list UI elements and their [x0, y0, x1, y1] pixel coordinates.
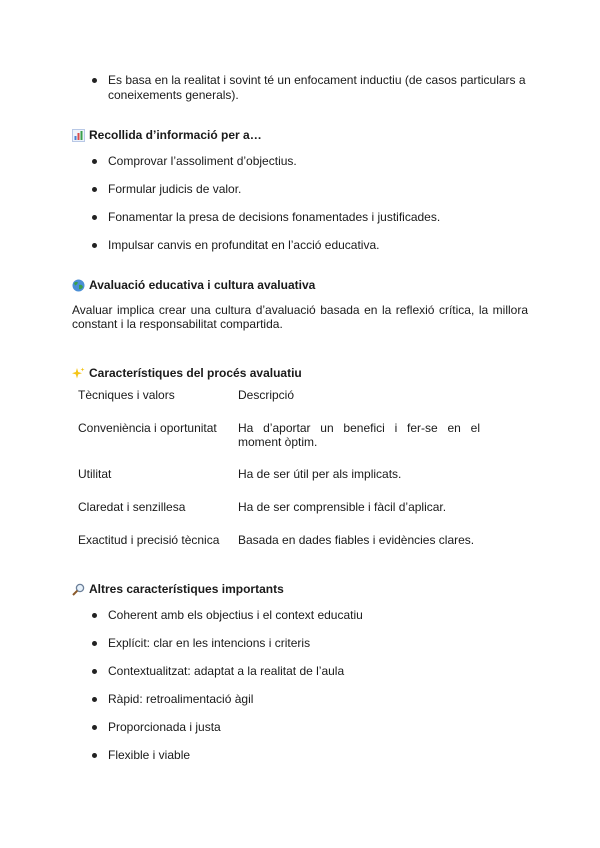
list-item: Contextualitzat: adaptat a la realitat de l’aula	[108, 664, 538, 679]
table-cell: Exactitud i precisió tècnica	[78, 533, 220, 547]
table-row	[72, 421, 486, 467]
table-row	[72, 467, 486, 500]
list-item: Ràpid: retroalimentació àgil	[108, 692, 538, 707]
table-header: Tècniques i valors	[78, 388, 175, 402]
table-header-row	[72, 388, 486, 421]
section-heading-altres	[72, 582, 284, 597]
table-header: Descripció	[238, 388, 295, 402]
section-heading-avaluacio	[72, 278, 315, 293]
table-cell: Ha de ser comprensible i fàcil d’aplicar.	[238, 500, 447, 514]
list-item: Es basa en la realitat i sovint té un enfocament inductiu (de casos particulars a coneixements generals).	[108, 73, 538, 103]
magnifier-icon	[72, 583, 85, 596]
list-item: Formular judicis de valor.	[108, 182, 538, 197]
characteristics-table	[72, 388, 486, 553]
bar-chart-icon	[72, 129, 85, 142]
table-cell: Claredat i senzillesa	[78, 500, 186, 514]
section-heading-caracteristiques	[72, 366, 302, 381]
section-heading-recollida	[72, 128, 262, 143]
table-cell: Ha d’aportar un benefici i fer-se en el moment òptim.	[238, 421, 480, 449]
table-cell: Conveniència i oportunitat	[78, 421, 217, 435]
list-item: Comprovar l’assoliment d’objectius.	[108, 154, 538, 169]
list-item: Explícit: clar en les intencions i criteris	[108, 636, 538, 651]
sparkles-icon	[72, 367, 85, 380]
table-row	[72, 500, 486, 533]
section-title: Avaluació educativa i cultura avaluativa	[89, 278, 316, 292]
section-title: Recollida d’informació per a…	[89, 128, 262, 142]
list-item: Flexible i viable	[108, 748, 538, 763]
list-item: Coherent amb els objectius i el context educatiu	[108, 608, 538, 623]
list-item: Proporcionada i justa	[108, 720, 538, 735]
table-cell: Ha de ser útil per als implicats.	[238, 467, 402, 481]
section-paragraph: Avaluar implica crear una cultura d’avaluació basada en la reflexió crítica, la millora constant i la responsabilitat compartida.	[72, 303, 528, 331]
list-item: Impulsar canvis en profunditat en l’acció educativa.	[108, 238, 538, 253]
table-cell: Utilitat	[78, 467, 112, 481]
table-row	[72, 533, 486, 553]
list-item: Fonamentar la presa de decisions fonamentades i justificades.	[108, 210, 538, 225]
table-cell: Basada en dades fiables i evidències clares.	[238, 533, 475, 547]
section-title: Altres característiques importants	[89, 582, 284, 596]
globe-icon	[72, 279, 85, 292]
section-title: Característiques del procés avaluatiu	[89, 366, 302, 380]
